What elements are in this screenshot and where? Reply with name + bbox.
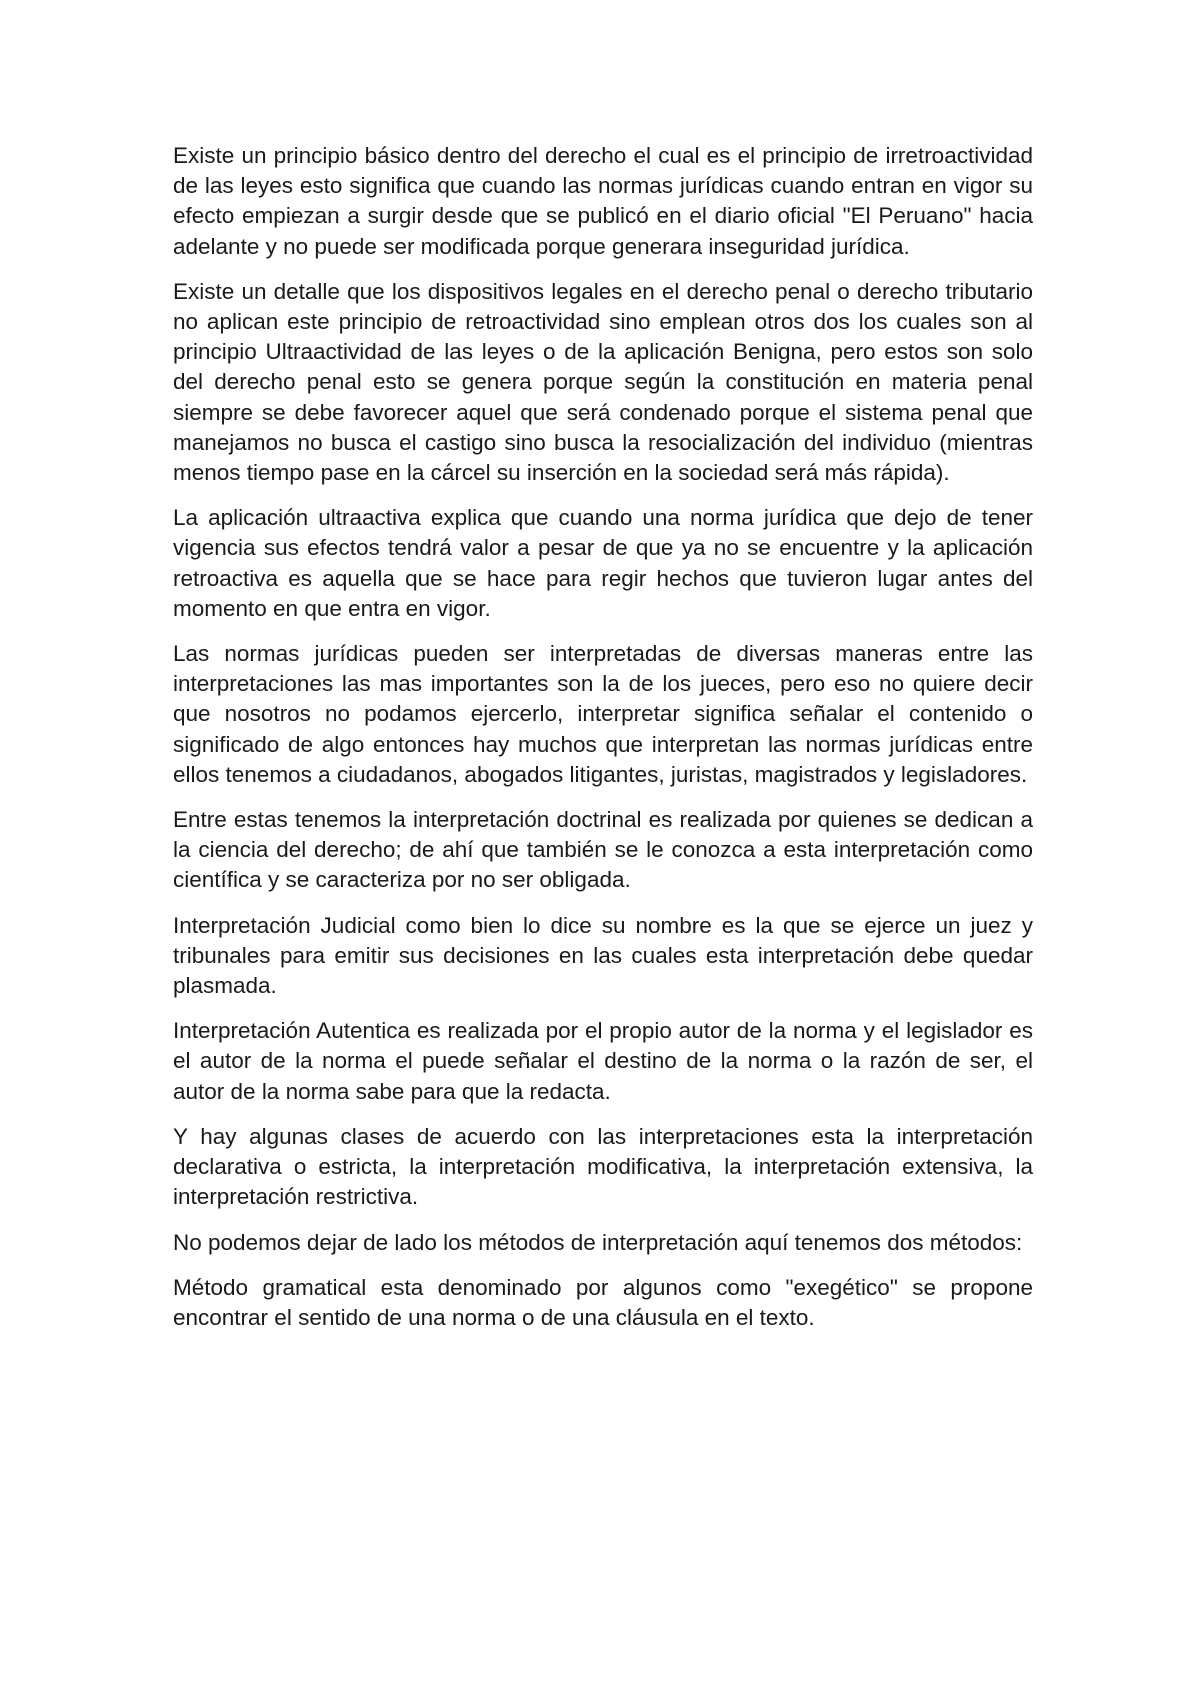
paragraph-metodo-gramatical: Método gramatical esta denominado por algunos como "exegético" se propone encontrar el sentido de una norma o de una cláusula en el texto. [173, 1274, 1033, 1330]
paragraph-derecho-penal-tributario: Existe un detalle que los dispositivos legales en el derecho penal o derecho tributario no aplican este principio de retroactividad sino emplean otros dos los cuales son al principio Ultraactividad de las leyes o de la aplicación Benigna, pero estos son solo del derecho penal esto se genera porque según la constitución en materia penal siempre se debe favorecer aquel que será condenado porque el sistema penal que manejamos no busca el castigo sino busca la resocialización del individuo (mientras menos tiempo pase en la cárcel su inserción en la sociedad será más rápida). [173, 278, 1033, 486]
document-body [173, 141, 1033, 1348]
paragraph-interpretacion-normas: Las normas jurídicas pueden ser interpretadas de diversas maneras entre las interpretaciones las mas importantes son la de los jueces, pero eso no quiere decir que nosotros no podamos ejercerlo, interpretar significa señalar el contenido o significado de algo entonces hay muchos que interpretan las normas jurídicas entre ellos tenemos a ciudadanos, abogados litigantes, juristas, magistrados y legisladores. [173, 641, 1033, 787]
paragraph-aplicacion-ultraactiva: La aplicación ultraactiva explica que cuando una norma jurídica que dejo de tener vigencia sus efectos tendrá valor a pesar de que ya no se encuentre y la aplicación retroactiva es aquella que se hace para regir hechos que tuvieron lugar antes del momento en que entra en vigor. [173, 505, 1033, 621]
paragraph-irretroactividad: Existe un principio básico dentro del derecho el cual es el principio de irretroactividad de las leyes esto significa que cuando las normas jurídicas cuando entran en vigor su efecto empiezan a surgir desde que se publicó en el diario oficial "El Peruano" hacia adelante y no puede ser modificada porque generara inseguridad jurídica. [173, 143, 1033, 259]
paragraph-interpretacion-doctrinal: Entre estas tenemos la interpretación doctrinal es realizada por quienes se dedican a la ciencia del derecho; de ahí que también se le conozca a esta interpretación como científica y se caracteriza por no ser obligada. [173, 807, 1033, 893]
paragraph-metodos-interpretacion: No podemos dejar de lado los métodos de interpretación aquí tenemos dos métodos: [173, 1229, 1023, 1255]
paragraph-clases-interpretacion: Y hay algunas clases de acuerdo con las interpretaciones esta la interpretación declarativa o estricta, la interpretación modificativa, la interpretación extensiva, la interpretación restrictiva. [173, 1123, 1033, 1210]
paragraph-interpretacion-autentica: Interpretación Autentica es realizada por el propio autor de la norma y el legislador es el autor de la norma el puede señalar el destino de la norma o la razón de ser, el autor de la norma sabe para que la redacta. [173, 1018, 1033, 1104]
paragraph-interpretacion-judicial: Interpretación Judicial como bien lo dice su nombre es la que se ejerce un juez y tribunales para emitir sus decisiones en las cuales esta interpretación debe quedar plasmada. [173, 912, 1033, 999]
